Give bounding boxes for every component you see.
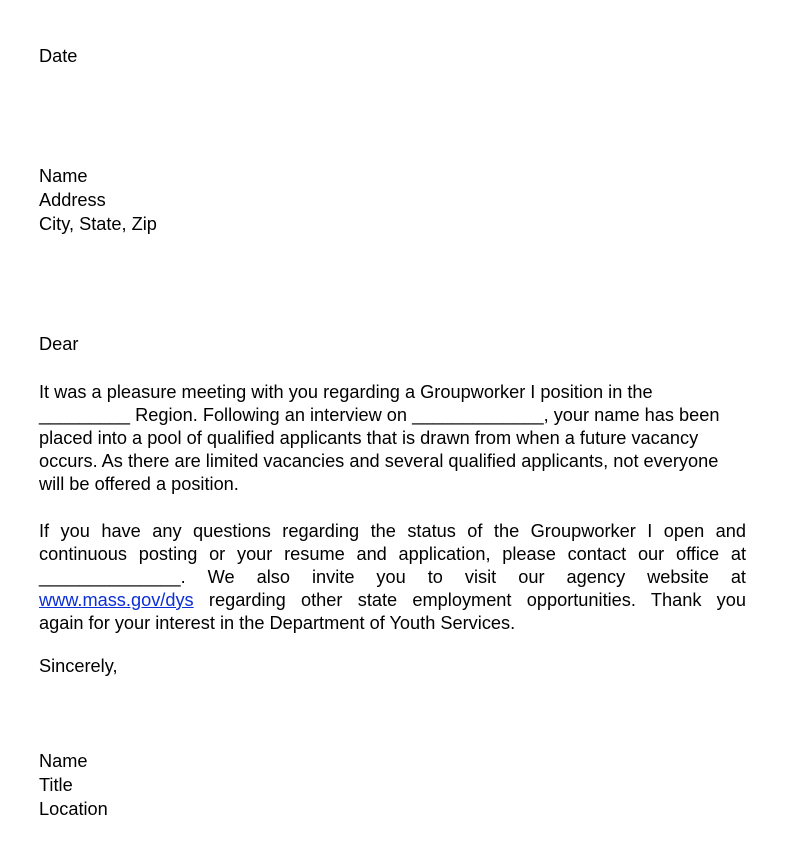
recipient-address: Address xyxy=(39,190,106,210)
letter-date: Date xyxy=(39,46,78,66)
agency-website-link[interactable]: www.mass.gov/dys xyxy=(39,590,194,610)
paragraph-1-line-4: occurs. As there are limited vacancies and several qualified applicants, not everyone xyxy=(39,451,719,471)
closing: Sincerely, xyxy=(39,656,118,676)
recipient-city-state-zip: City, State, Zip xyxy=(39,214,157,234)
paragraph-1-line-3: placed into a pool of qualified applicants that is drawn from when a future vacancy xyxy=(39,428,699,448)
paragraph-2-line-4-text: regarding other state employment opportunities. Thank you xyxy=(193,590,746,610)
paragraph-1-line-5: will be offered a position. xyxy=(39,474,239,494)
body-paragraph-2 xyxy=(39,520,746,635)
paragraph-1-line-2: _________ Region. Following an interview on _____________, your name has been xyxy=(39,405,720,425)
recipient-name: Name xyxy=(39,166,88,186)
paragraph-2-line-1: If you have any questions regarding the status of the Groupworker I open and xyxy=(39,521,746,541)
paragraph-2-line-2: continuous posting or your resume and application, please contact our office at xyxy=(39,544,746,564)
paragraph-2-line-5: again for your interest in the Department of Youth Services. xyxy=(39,613,516,633)
signature-location: Location xyxy=(39,799,108,819)
paragraph-2-line-3: ______________. We also invite you to visit our agency website at xyxy=(39,567,746,587)
recipient-block xyxy=(39,165,157,237)
signature-block xyxy=(39,750,108,822)
body-paragraph-1 xyxy=(39,381,746,496)
signature-title: Title xyxy=(39,775,73,795)
salutation: Dear xyxy=(39,334,79,354)
signature-name: Name xyxy=(39,751,88,771)
paragraph-2-line-4 xyxy=(39,589,746,612)
paragraph-1-line-1: It was a pleasure meeting with you regarding a Groupworker I position in the xyxy=(39,382,653,402)
